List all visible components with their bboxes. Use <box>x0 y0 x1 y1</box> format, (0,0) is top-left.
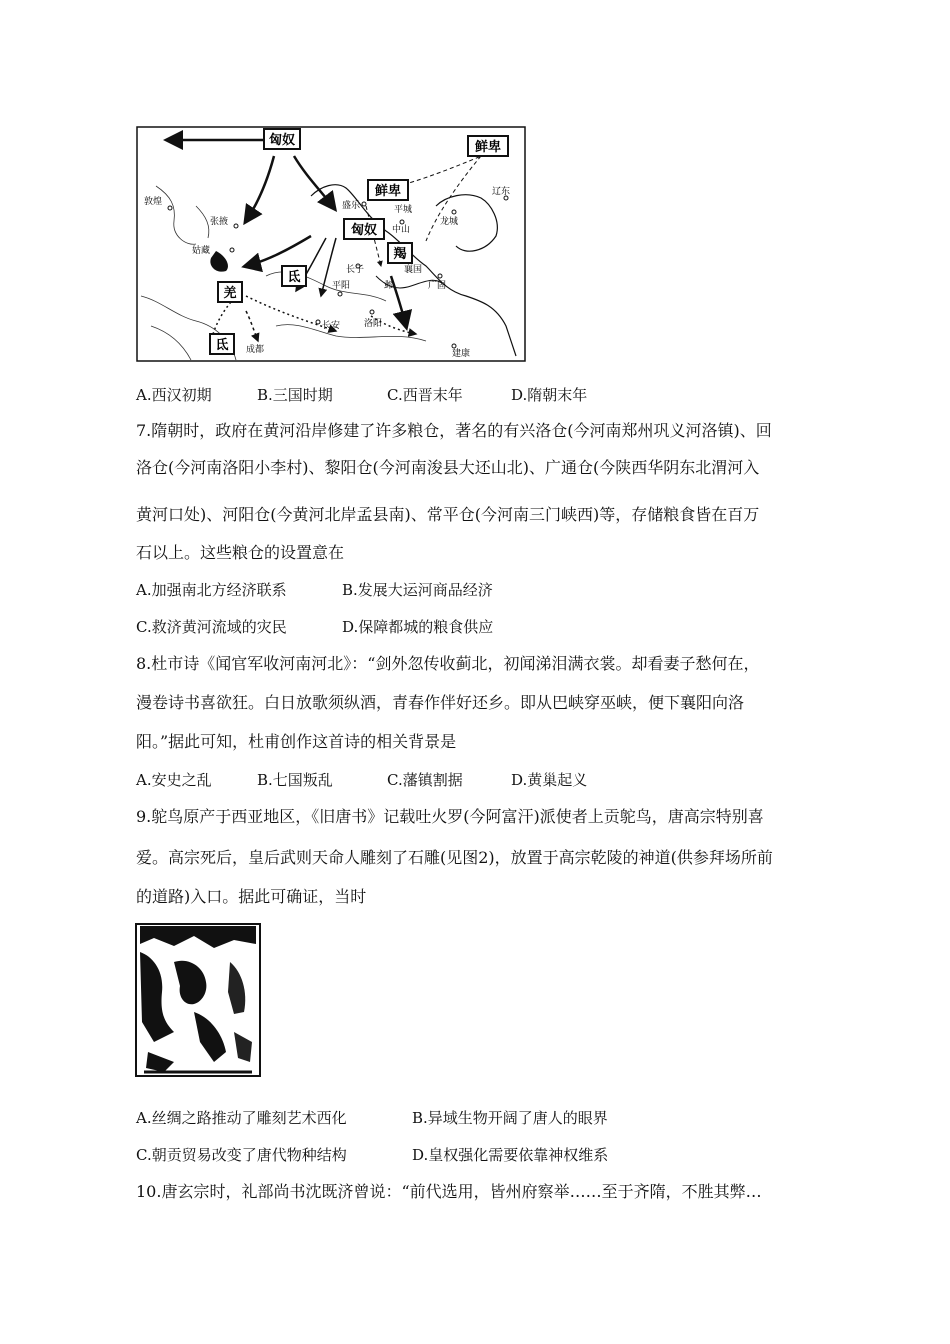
place-shengle: 盛乐 <box>342 201 361 211</box>
place-dunhuang: 敦煌 <box>144 197 163 207</box>
place-zhongshan: 中山 <box>392 225 411 235</box>
q8-option-d[interactable]: D.黄巢起义 <box>511 771 588 789</box>
q7-option-a[interactable]: A.加强南北方经济联系 <box>136 581 287 599</box>
tribe-box-xianbei-mid <box>368 180 408 200</box>
svg-text:匈奴: 匈奴 <box>350 223 378 238</box>
q9-line-3: 的道路)入口。据此可确证，当时 <box>136 887 367 906</box>
place-chengdu: 成都 <box>246 345 265 355</box>
q8-option-c[interactable]: C.藩镇割据 <box>387 771 463 789</box>
tribe-box-xianbei-ne <box>468 136 508 156</box>
q9-option-b[interactable]: B.异域生物开阔了唐人的眼界 <box>412 1109 608 1127</box>
place-longcheng: 龙城 <box>440 217 459 227</box>
q7-option-b[interactable]: B.发展大运河商品经济 <box>342 581 493 599</box>
place-jiankang: 建康 <box>452 349 471 359</box>
q6-option-a[interactable]: A.西汉初期 <box>136 386 212 404</box>
q7-option-c[interactable]: C.救济黄河流域的灾民 <box>136 618 287 636</box>
q8-line-2: 漫卷诗书喜欲狂。白日放歌须纵酒，青春作伴好还乡。即从巴峡穿巫峡，便下襄阳向洛 <box>136 693 745 712</box>
svg-text:氐: 氐 <box>287 270 301 285</box>
q8-line-3: 阳。”据此可知，杜甫创作这首诗的相关背景是 <box>136 732 457 751</box>
place-zhangye: 张掖 <box>210 217 229 227</box>
place-zhangzi: 长子 <box>346 265 365 275</box>
q9-line-2: 爱。高宗死后，皇后武则天命人雕刻了石雕(见图2)，放置于高宗乾陵的神道(供参拜场所前 <box>136 848 773 867</box>
q7-line-3: 黄河口处)、河阳仓(今黄河北岸孟县南)、常平仓(今河南三门峡西)等，存储粮食皆在百万 <box>136 505 760 524</box>
q10-line-1: 10.唐玄宗时，礼部尚书沈既济曾说：“前代选用，皆州府察举……至于齐隋，不胜其弊… <box>136 1182 762 1201</box>
svg-text:匈奴: 匈奴 <box>268 133 296 148</box>
svg-text:氐: 氐 <box>215 338 229 353</box>
tribe-box-xiongnu-top <box>264 129 300 149</box>
ostrich-carving-photo <box>134 922 262 1078</box>
q6-option-b[interactable]: B.三国时期 <box>257 386 333 404</box>
tribe-box-jie <box>388 243 412 263</box>
q9-option-a[interactable]: A.丝绸之路推动了雕刻艺术西化 <box>136 1109 347 1127</box>
q8-option-a[interactable]: A.安史之乱 <box>136 771 212 789</box>
place-liaodong: 辽东 <box>492 187 511 197</box>
svg-text:羌: 羌 <box>223 286 237 301</box>
q8-option-b[interactable]: B.七国叛乱 <box>257 771 333 789</box>
q9-option-c[interactable]: C.朝贡贸易改变了唐代物种结构 <box>136 1146 347 1164</box>
q7-option-d[interactable]: D.保障都城的粮食供应 <box>342 618 494 636</box>
place-ye: 邺 <box>384 281 394 291</box>
q7-line-4: 石以上。这些粮仓的设置意在 <box>136 543 345 562</box>
q7-line-1: 7.隋朝时，政府在黄河沿岸修建了许多粮仓，著名的有兴洛仓(今河南郑州巩义河洛镇)、回 <box>136 421 772 440</box>
migration-map <box>136 126 526 362</box>
place-pingyang: 平阳 <box>332 281 351 291</box>
q9-option-d[interactable]: D.皇权强化需要依靠神权维系 <box>412 1146 609 1164</box>
svg-text:鲜卑: 鲜卑 <box>374 184 402 199</box>
q6-option-d[interactable]: D.隋朝末年 <box>511 386 588 404</box>
q7-line-2: 洛仓(今河南洛阳小李村)、黎阳仓(今河南浚县大还山北)、广通仓(今陕西华阴东北渭河入 <box>136 458 760 477</box>
place-pingcheng: 平城 <box>394 205 413 215</box>
place-changan: 长安 <box>322 321 341 331</box>
place-guanggu: 广固 <box>428 281 447 291</box>
q9-line-1: 9.鸵鸟原产于西亚地区，《旧唐书》记载吐火罗(今阿富汗)派使者上贡鸵鸟，唐高宗特别喜 <box>136 807 764 826</box>
svg-text:羯: 羯 <box>393 247 407 262</box>
place-guzang: 姑藏 <box>192 246 211 256</box>
q8-line-1: 8.杜市诗《闻官军收河南河北》：“剑外忽传收蓟北，初闻涕泪满衣裳。却看妻子愁何在， <box>136 654 760 673</box>
tribe-box-di-bottom <box>210 334 234 354</box>
q6-option-c[interactable]: C.西晋末年 <box>387 386 463 404</box>
tribe-box-xiongnu-mid <box>344 219 384 239</box>
svg-text:鲜卑: 鲜卑 <box>474 140 502 155</box>
place-xiangguo: 襄国 <box>404 265 423 275</box>
tribe-box-di-mid <box>282 266 306 286</box>
tribe-box-qiang <box>218 282 242 302</box>
place-luoyang: 洛阳 <box>364 319 383 329</box>
